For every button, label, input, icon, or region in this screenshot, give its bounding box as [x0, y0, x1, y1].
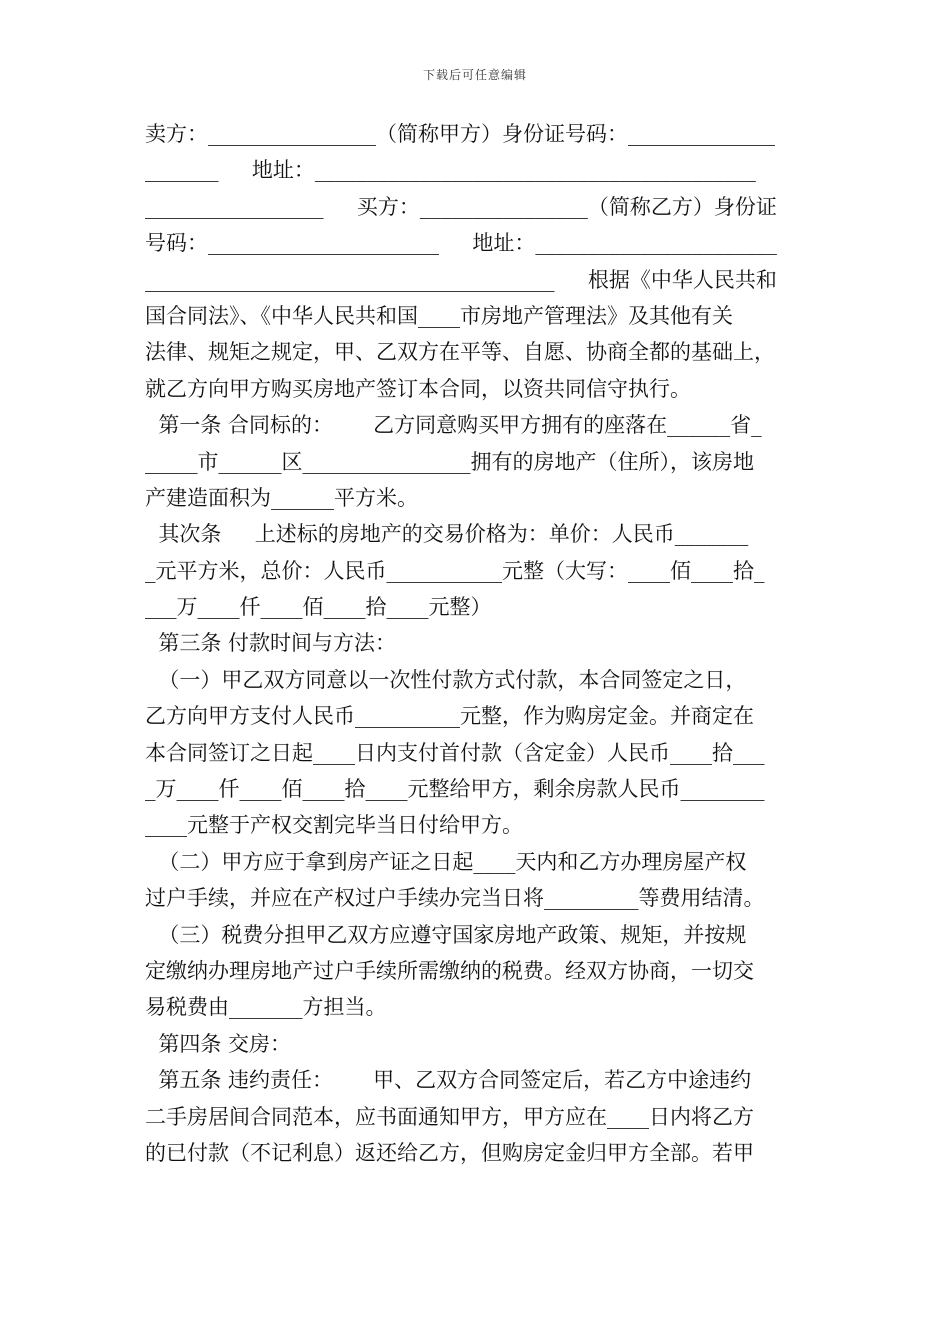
- text-line: 的已付款（不记利息）返还给乙方，但购房定金归甲方全部。若甲: [145, 1140, 754, 1165]
- text-line: 卖方：________________（简称甲方）身份证号码：______________: [145, 122, 775, 146]
- text-line: ___万____仟____佰____拾____元整）: [145, 595, 492, 620]
- contract-body: [145, 116, 813, 1171]
- text-line: 过户手续，并应在产权过户手续办完当日将_________等费用结清。: [145, 886, 765, 911]
- text-line: ____元整于产权交割完毕当日付给甲方。: [145, 813, 523, 838]
- text-line: 第四条 交房：: [145, 1031, 292, 1056]
- text-line: 号码：______________________ 地址：_______________________: [145, 231, 777, 256]
- text-line: 本合同签订之日起____日内支付首付款（含定金）人民币____拾___: [145, 740, 765, 765]
- text-line: 就乙方向甲方购买房地产签订本合同，以资共同信守执行。: [145, 376, 691, 401]
- text-line: 易税费由_______方担当。: [145, 995, 387, 1020]
- text-line: （一）甲乙双方同意以一次性付款方式付款，本合同签定之日，: [145, 667, 747, 692]
- text-line: 其次条 上述标的房地产的交易价格为：单价：人民币_______: [145, 522, 749, 547]
- text-line: 乙方向甲方支付人民币__________元整，作为购房定金。并商定在: [145, 704, 754, 729]
- text-line: 定缴纳办理房地产过户手续所需缴纳的税费。经双方协商，一切交: [145, 958, 754, 983]
- text-line: （二）甲方应于拿到房产证之日起____天内和乙方办理房屋产权: [145, 849, 747, 874]
- text-line: 第一条 合同标的： 乙方同意购买甲方拥有的座落在______省_: [145, 413, 762, 438]
- text-line: _________________ 买方：________________（简称乙方）身份证: [145, 194, 777, 219]
- text-line: _____市______区________________拥有的房地产（住所），该房地: [145, 449, 754, 474]
- text-line: 第五条 违约责任： 甲、乙双方合同签定后，若乙方中途违约: [145, 1068, 752, 1093]
- header-note: 下载后可任意编辑: [422, 68, 527, 82]
- text-line: 第三条 付款时间与方法：: [145, 631, 397, 656]
- text-line: （三）税费分担甲乙双方应遵守国家房地产政策、规矩，并按规: [145, 922, 747, 947]
- text-line: _______ 地址：__________________________________________: [145, 158, 756, 183]
- text-line: _万____仟____佰____拾____元整给甲方，剩余房款人民币________: [145, 777, 765, 802]
- text-line: 产建造面积为______平方米。: [145, 485, 418, 510]
- text-line: _元平方米，总价：人民币___________元整（大写：____佰____拾_: [145, 558, 765, 583]
- text-line: 法律、规矩之规定，甲、乙双方在平等、自愿、协商全都的基础上，: [145, 340, 775, 365]
- text-line: 国合同法》、《中华人民共和国____市房地产管理法》及其他有关: [145, 303, 733, 328]
- text-line: _______________________________________ 根据《中华人民共和: [145, 267, 777, 292]
- text-line: 二手房居间合同范本，应书面通知甲方，甲方应在____日内将乙方: [145, 1104, 754, 1129]
